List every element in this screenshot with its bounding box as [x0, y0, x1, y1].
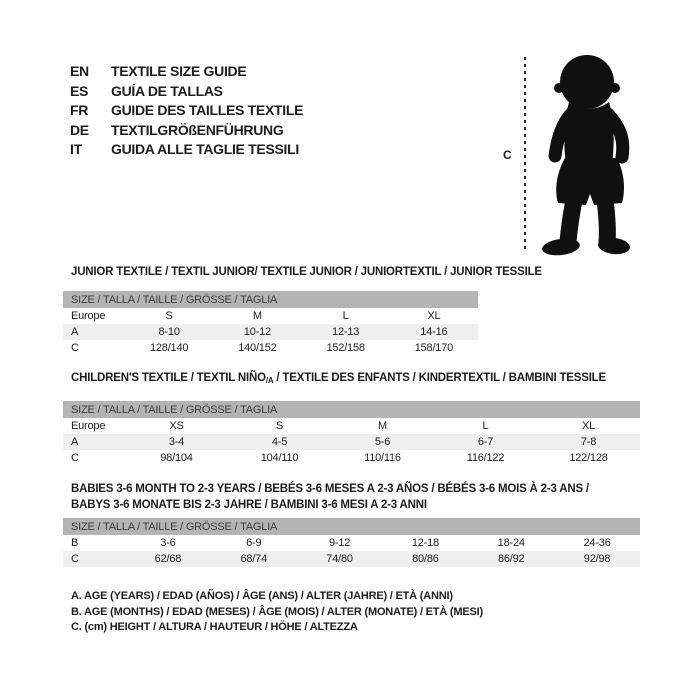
table-cell: 86/92: [497, 553, 525, 565]
table-cell: S: [165, 310, 173, 322]
legend-note-c: C. (cm) HEIGHT / ALTURA / HAUTEUR / HÖHE / ALTEZZA: [71, 621, 358, 633]
table-cell: 8-10: [158, 326, 180, 338]
height-marker-label: C: [503, 148, 512, 162]
junior-size-table: [63, 291, 478, 356]
table-cell: M: [252, 310, 262, 322]
table-cell: 24-36: [583, 537, 611, 549]
row-label: C: [71, 452, 79, 464]
table-cell: 104/110: [260, 452, 299, 464]
row-label: C: [71, 553, 79, 565]
children-size-table: [63, 401, 640, 466]
table-cell: 7-8: [580, 436, 597, 448]
row-label: A: [71, 326, 79, 338]
baby-silhouette: [535, 54, 663, 258]
language-row: [70, 101, 303, 121]
section-title-babies-line1: BABIES 3-6 MONTH TO 2-3 YEARS / BEBÉS 3-6 MESES A 2-3 AÑOS / BÉBÉS 3-6 MOIS À 2-3 ANS /: [71, 483, 589, 495]
table-row: [63, 450, 640, 466]
table-cell: 74/80: [326, 553, 353, 565]
section-title-babies-line2: BABYS 3-6 MONATE BIS 2-3 JAHRE / BAMBINI 3-6 MESI A 2-3 ANNI: [71, 499, 427, 511]
table-cell: 128/140: [149, 342, 189, 354]
section-title-children-subscript: /A: [265, 376, 274, 385]
table-cell: 3-6: [160, 537, 176, 549]
table-cell: M: [378, 420, 387, 432]
language-title: TEXTILE SIZE GUIDE: [111, 63, 247, 79]
table-row: [63, 324, 478, 340]
table-cell: 6-7: [477, 436, 494, 448]
table-cell: 122/128: [569, 452, 608, 464]
table-row: [63, 551, 640, 567]
row-label: C: [71, 342, 79, 354]
table-cell: 158/170: [414, 342, 454, 354]
babies-size-table: [63, 518, 640, 567]
section-title-junior: JUNIOR TEXTILE / TEXTIL JUNIOR/ TEXTILE JUNIOR / JUNIORTEXTIL / JUNIOR TESSILE: [71, 266, 542, 278]
language-code: FR: [70, 102, 89, 118]
language-row: [70, 140, 303, 160]
table-row: [63, 340, 478, 356]
section-title-children-main: CHILDREN'S TEXTILE / TEXTIL NIÑO: [71, 372, 266, 384]
table-cell: S: [275, 420, 284, 432]
language-title: GUIDA ALLE TAGLIE TESSILI: [111, 141, 299, 157]
language-code: DE: [70, 121, 89, 138]
table-header: SIZE / TALLA / TAILLE / GRÖSSE / TAGLIA: [63, 291, 478, 308]
table-cell: 62/68: [154, 553, 182, 565]
table-cell: 14-16: [420, 326, 448, 338]
table-cell: 3-4: [168, 436, 185, 448]
table-cell: 110/116: [364, 452, 401, 464]
table-row: [63, 434, 640, 450]
table-header: SIZE / TALLA / TAILLE / GRÖSSE / TAGLIA: [63, 401, 640, 418]
height-figure: [495, 48, 685, 266]
table-cell: 12-18: [411, 537, 439, 549]
table-cell: 12-13: [332, 326, 360, 338]
table-header: SIZE / TALLA / TAILLE / GRÖSSE / TAGLIA: [63, 518, 640, 535]
language-row: [70, 121, 303, 141]
legend-note-b: B. AGE (MONTHS) / EDAD (MESES) / ÂGE (MOIS) / ALTER (MONATE) / ETÀ (MESI): [71, 605, 483, 618]
row-label: B: [71, 537, 79, 549]
table-cell: 9-12: [328, 537, 351, 549]
row-label: Europe: [71, 310, 106, 322]
table-cell: 10-12: [243, 326, 271, 338]
size-tables-content: [63, 265, 640, 636]
language-code: ES: [70, 82, 89, 99]
section-title-children: [63, 371, 640, 388]
table-cell: 98/104: [160, 452, 193, 464]
language-title: GUÍA DE TALLAS: [111, 82, 223, 99]
table-row: [63, 308, 478, 324]
language-title: TEXTILGRÖßENFÜHRUNG: [111, 121, 284, 138]
table-cell: 152/158: [326, 342, 365, 354]
language-row: [70, 62, 303, 82]
language-code: IT: [70, 141, 82, 157]
language-title-list: [70, 62, 303, 160]
table-row: [63, 418, 640, 434]
table-cell: 116/122: [466, 452, 505, 464]
table-cell: 5-6: [374, 436, 391, 448]
table-cell: L: [342, 310, 349, 322]
table-cell: 140/152: [238, 342, 277, 354]
row-label: A: [71, 436, 79, 448]
table-cell: L: [482, 420, 489, 432]
table-cell: XL: [581, 420, 596, 432]
legend-note-a: A. AGE (YEARS) / EDAD (AÑOS) / ÂGE (ANS) / ALTER (JAHRE) / ETÀ (ANNI): [71, 590, 453, 602]
table-cell: XL: [427, 310, 441, 322]
table-cell: 80/86: [412, 553, 439, 565]
section-title-babies: [63, 481, 640, 513]
section-title-children-rest: / TEXTILE DES ENFANTS / KINDERTEXTIL / BAMBINI TESSILE: [273, 372, 606, 384]
row-label: Europe: [71, 420, 106, 432]
table-cell: 4-5: [271, 436, 288, 448]
height-measure-dashed-line: [523, 57, 527, 253]
language-code: EN: [70, 63, 89, 79]
table-cell: 68/74: [240, 553, 267, 565]
table-cell: XS: [169, 420, 184, 432]
language-title: GUIDE DES TAILLES TEXTILE: [111, 102, 304, 118]
table-cell: 18-24: [497, 537, 525, 549]
table-cell: 92/98: [583, 553, 611, 565]
table-cell: 6-9: [246, 537, 262, 549]
legend-notes: [63, 589, 640, 636]
table-row: [63, 535, 640, 551]
language-row: [70, 82, 303, 102]
